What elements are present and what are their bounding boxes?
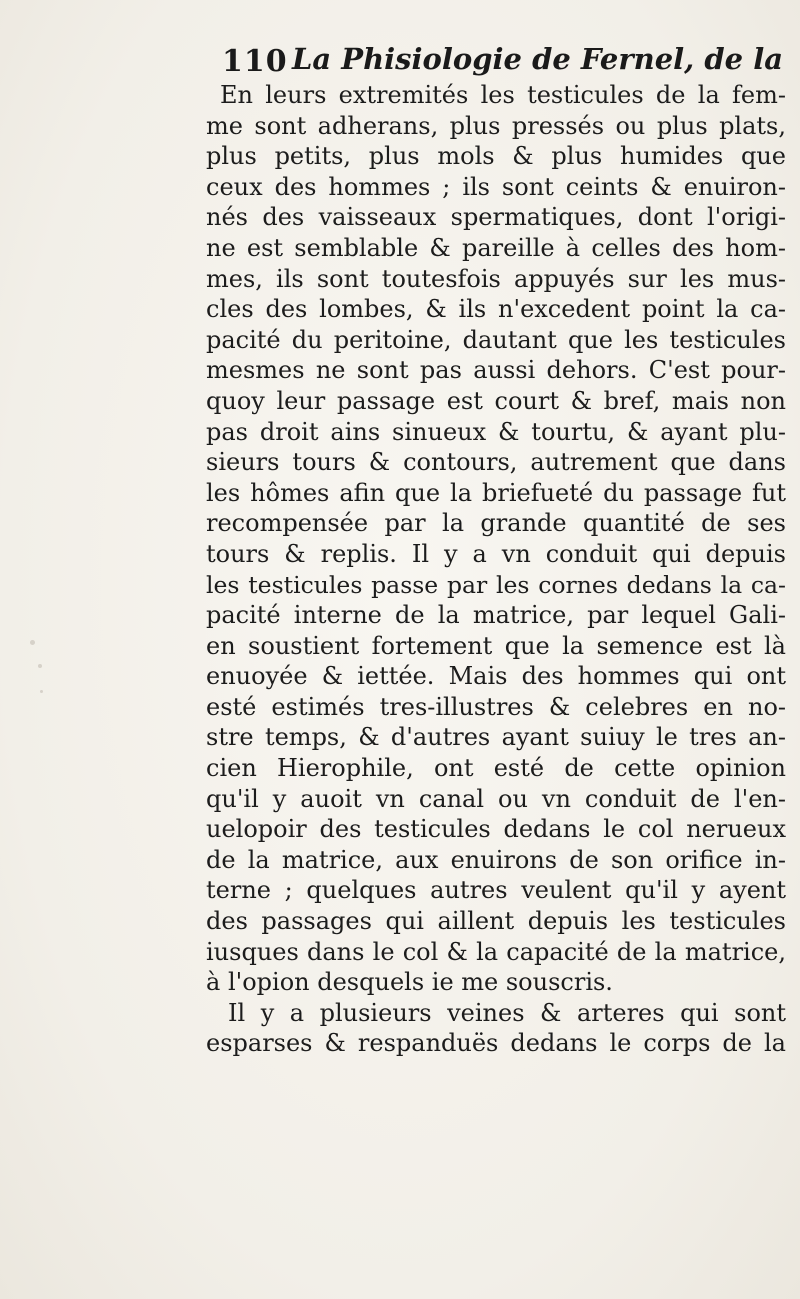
ink-speck: [40, 690, 43, 693]
text-line: recompensée par la grande quantité de ses: [206, 509, 786, 538]
text-line: cles des lombes, & ils n'excedent point la ca-: [206, 295, 786, 324]
text-line: esparses & respanduës dedans le corps de la: [206, 1029, 786, 1058]
body-text: [206, 80, 786, 1059]
text-line: pas droit ains sinueux & tourtu, & ayant plu-: [206, 417, 786, 446]
text-line: En leurs extremités les testicules de la fem-: [220, 81, 786, 109]
text-line: les hômes afin que la briefueté du passage fut: [206, 478, 786, 507]
ink-speck: [38, 664, 42, 668]
text-line: mes, ils sont toutesfois appuyés sur les mus-: [206, 264, 786, 293]
text-line: esté estimés tres-illustres & celebres en no-: [206, 692, 786, 721]
text-line: cien Hierophile, ont esté de cette opinion: [206, 754, 786, 783]
text-line: mesmes ne sont pas aussi dehors. C'est pour-: [206, 356, 786, 385]
text-line: pacité du peritoine, dautant que les testicules: [206, 325, 786, 354]
text-line: nés des vaisseaux spermatiques, dont l'origi-: [206, 203, 786, 232]
text-line: des passages qui aillent depuis les testicules: [206, 907, 786, 936]
running-title: La Phisiologie de Fernel, de la: [292, 42, 784, 76]
text-line: à l'opion desquels ie me souscris.: [206, 968, 613, 997]
text-line: iusques dans le col & la capacité de la matrice,: [206, 937, 786, 966]
text-line: terne ; quelques autres veulent qu'il y ayent: [206, 876, 786, 905]
text-line: enuoyée & iettée. Mais des hommes qui ont: [206, 662, 786, 691]
ink-speck: [30, 640, 35, 645]
text-line: sieurs tours & contours, autrement que dans: [206, 448, 786, 477]
text-line: ceux des hommes ; ils sont ceints & enuiron-: [206, 172, 786, 201]
text-line: quoy leur passage est court & bref, mais non: [206, 386, 786, 415]
page-number: 110: [222, 44, 288, 79]
text-line: me sont adherans, plus pressés ou plus plats,: [206, 111, 786, 140]
text-line: ne est semblable & pareille à celles des hom-: [206, 233, 786, 262]
text-line: plus petits, plus mols & plus humides que: [206, 142, 786, 171]
text-line: en soustient fortement que la semence est là: [206, 631, 786, 660]
text-line: qu'il y auoit vn canal ou vn conduit de l'en-: [206, 784, 786, 813]
text-line: uelopoir des testicules dedans le col nerueux: [206, 815, 786, 844]
text-line: stre temps, & d'autres ayant suiuy le tres an-: [206, 723, 786, 752]
text-line: Il y a plusieurs veines & arteres qui sont: [228, 998, 786, 1027]
text-line: de la matrice, aux enuirons de son orifice in-: [206, 845, 786, 874]
text-line: pacité interne de la matrice, par lequel Gali-: [206, 601, 786, 630]
text-line: tours & replis. Il y a vn conduit qui depuis: [206, 539, 786, 568]
text-line: les testicules passe par les cornes dedans la ca-: [206, 570, 786, 599]
